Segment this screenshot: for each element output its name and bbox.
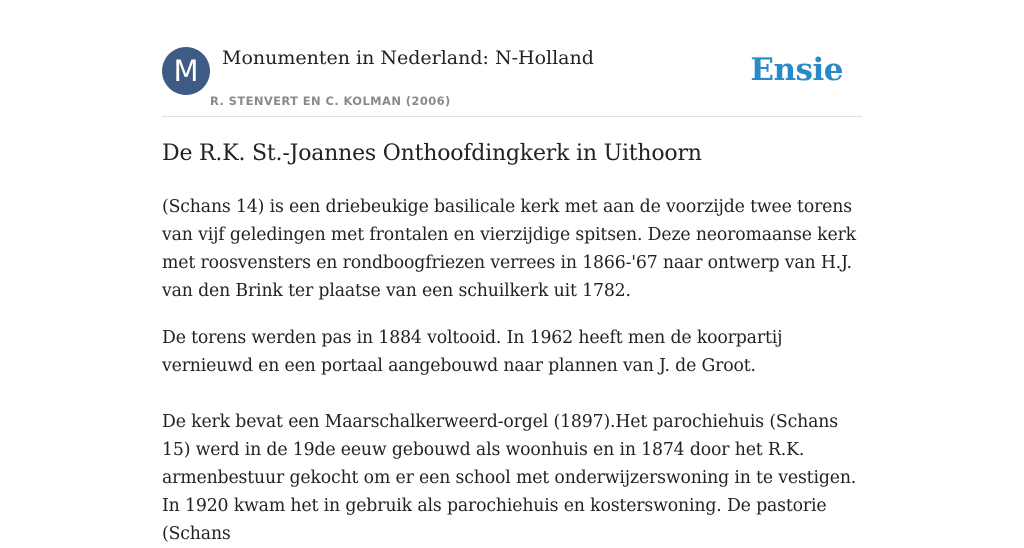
article — [162, 138, 862, 548]
source-header — [162, 0, 862, 117]
article-paragraph-1: (Schans 14) is een driebeukige basilicale kerk met aan de voorzijde twee torens van vijf geledingen met frontalen en vierzijdige spitsen. Deze neoromaanse kerk met roosvensters en rondboogfriezen verrees in 1866-'67 naar ontwerp van H.J. van den Brink ter plaatse van een schuilkerk uit 1782. — [162, 197, 856, 301]
avatar: M — [162, 47, 210, 95]
article-paragraph-2: De torens werden pas in 1884 voltooid. In 1962 heeft men de koorpartij vernieuwd en een portaal aangebouwd naar plannen van J. de Groot. — [162, 328, 783, 376]
source-authors: R. STENVERT EN C. KOLMAN (2006) — [210, 94, 451, 108]
article-paragraph-3: De kerk bevat een Maarschalkerweerd-orgel (1897).Het parochiehuis (Schans 15) werd in de 19de eeuw gebouwd als woonhuis en in 1874 door het R.K. armenbestuur gekocht om er een school met onderwijzerswoning in te vestigen. In 1920 kwam het in gebruik als parochiehuis en kosterswoning. De pastorie (Schans — [162, 412, 857, 544]
article-title: De R.K. St.-Joannes Onthoofdingkerk in Uithoorn — [162, 141, 702, 166]
brand-logo[interactable]: Ensie — [750, 52, 843, 88]
source-title-link[interactable]: Monumenten in Nederland: N-Holland — [222, 47, 594, 69]
